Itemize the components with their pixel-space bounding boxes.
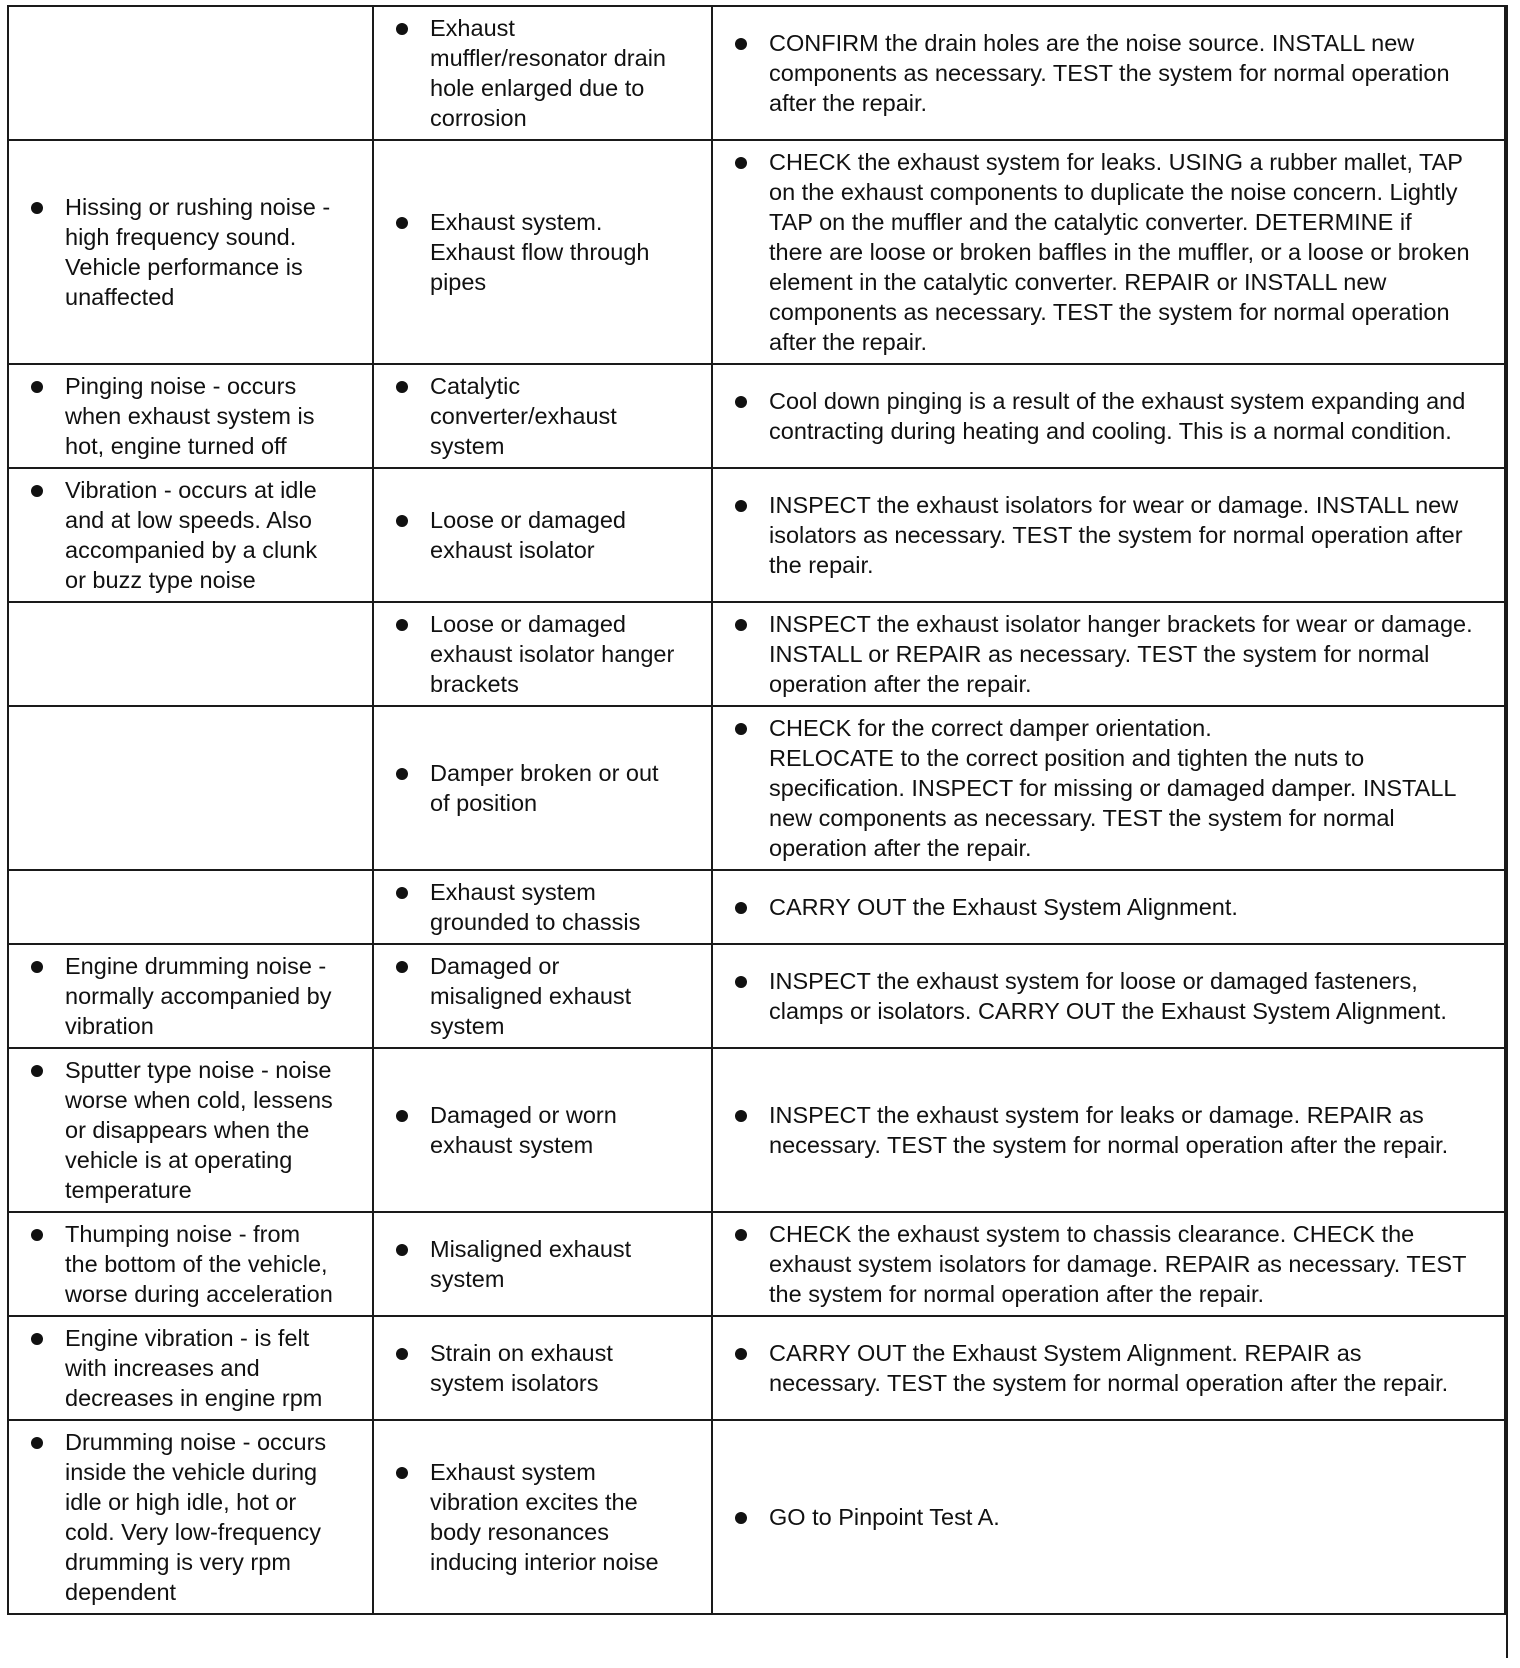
bullet-icon [735, 619, 747, 631]
table-right-edge [1506, 5, 1508, 1658]
action-text: INSPECT the exhaust isolators for wear or damage. INSTALL new isolators as necessary. TEST the system for normal operation after the repair. [769, 492, 1463, 578]
bullet-icon [735, 396, 747, 408]
bullet-icon [396, 619, 408, 631]
bullet-icon [396, 1110, 408, 1122]
symptom-text: Sputter type noise - noise worse when cold, lessens or disappears when the vehicle is at operating temperature [65, 1057, 333, 1203]
table-row [8, 1420, 1505, 1614]
source-cell [373, 1316, 712, 1420]
table-row [8, 140, 1505, 364]
bullet-icon [735, 1229, 747, 1241]
bullet-icon [396, 961, 408, 973]
bullet-icon [31, 1437, 43, 1449]
symptom-cell [8, 1420, 373, 1614]
source-cell [373, 1420, 712, 1614]
source-text: Misaligned exhaust system [430, 1236, 632, 1292]
symptom-text: Thumping noise - from the bottom of the vehicle, worse during acceleration [65, 1221, 333, 1307]
symptom-text: Engine vibration - is felt with increases and decreases in engine rpm [65, 1325, 323, 1411]
source-cell [373, 6, 712, 140]
action-cell [712, 870, 1505, 944]
bullet-icon [396, 1348, 408, 1360]
bullet-icon [735, 500, 747, 512]
source-cell [373, 706, 712, 870]
action-text: INSPECT the exhaust isolator hanger brackets for wear or damage. INSTALL or REPAIR as necessary. TEST the system for normal operation after the repair. [769, 611, 1473, 697]
bullet-icon [31, 1229, 43, 1241]
action-text: CHECK the exhaust system to chassis clearance. CHECK the exhaust system isolators for damage. REPAIR as necessary. TEST the system for normal operation after the repair. [769, 1221, 1467, 1307]
action-text: CARRY OUT the Exhaust System Alignment. REPAIR as necessary. TEST the system for normal operation after the repair. [769, 1340, 1449, 1396]
symptom-cell [8, 602, 373, 706]
action-text: CHECK the exhaust system for leaks. USING a rubber mallet, TAP on the exhaust components to duplicate the noise concern. Lightly TAP on the muffler and the catalytic converter. DETERMINE if there are loose or broken baffles in the muffler, or a loose or broken element in the catalytic converter. REPAIR or INSTALL new components as necessary. TEST the system for normal operation after the repair. [769, 149, 1470, 355]
action-text: CONFIRM the drain holes are the noise source. INSTALL new components as necessary. TEST the system for normal operation after the repair. [769, 30, 1450, 116]
bullet-icon [396, 768, 408, 780]
bullet-icon [735, 1348, 747, 1360]
source-text: Damaged or worn exhaust system [430, 1102, 617, 1158]
symptom-cell [8, 1212, 373, 1316]
symptom-cell [8, 1048, 373, 1212]
table-row [8, 468, 1505, 602]
bullet-icon [31, 202, 43, 214]
action-cell [712, 1048, 1505, 1212]
source-cell [373, 944, 712, 1048]
bullet-icon [735, 38, 747, 50]
source-text: Damper broken or out of position [430, 760, 659, 816]
symptom-cell [8, 706, 373, 870]
bullet-icon [396, 381, 408, 393]
symptom-text: Drumming noise - occurs inside the vehicle during idle or high idle, hot or cold. Very low-frequency drumming is very rpm dependent [65, 1429, 327, 1605]
symptom-text: Pinging noise - occurs when exhaust system is hot, engine turned off [65, 373, 315, 459]
symptom-text: Vibration - occurs at idle and at low speeds. Also accompanied by a clunk or buzz type noise [65, 477, 318, 593]
source-text: Strain on exhaust system isolators [430, 1340, 613, 1396]
bullet-icon [735, 157, 747, 169]
action-cell [712, 1316, 1505, 1420]
table-row [8, 706, 1505, 870]
bullet-icon [735, 1110, 747, 1122]
action-text: CARRY OUT the Exhaust System Alignment. [769, 894, 1238, 920]
symptom-cell [8, 6, 373, 140]
bullet-icon [396, 1244, 408, 1256]
action-cell [712, 706, 1505, 870]
table-row [8, 364, 1505, 468]
table-row [8, 1048, 1505, 1212]
source-text: Exhaust muffler/resonator drain hole enlarged due to corrosion [430, 15, 666, 131]
action-cell [712, 140, 1505, 364]
action-cell [712, 602, 1505, 706]
table-row [8, 6, 1505, 140]
action-text: INSPECT the exhaust system for loose or damaged fasteners, clamps or isolators. CARRY OUT the Exhaust System Alignment. [769, 968, 1447, 1024]
bullet-icon [735, 902, 747, 914]
source-cell [373, 870, 712, 944]
source-text: Exhaust system grounded to chassis [430, 879, 641, 935]
action-cell [712, 468, 1505, 602]
table-row [8, 602, 1505, 706]
symptom-text: Engine drumming noise - normally accompanied by vibration [65, 953, 332, 1039]
action-cell [712, 1212, 1505, 1316]
source-text: Exhaust system vibration excites the body resonances inducing interior noise [430, 1459, 659, 1575]
symptom-cell [8, 364, 373, 468]
symptom-text: Hissing or rushing noise - high frequency sound. Vehicle performance is unaffected [65, 194, 331, 310]
table-row [8, 870, 1505, 944]
source-text: Damaged or misaligned exhaust system [430, 953, 632, 1039]
bullet-icon [396, 515, 408, 527]
bullet-icon [31, 381, 43, 393]
table-row [8, 1316, 1505, 1420]
action-cell [712, 364, 1505, 468]
bullet-icon [396, 1467, 408, 1479]
source-cell [373, 364, 712, 468]
source-text: Catalytic converter/exhaust system [430, 373, 617, 459]
bullet-icon [396, 887, 408, 899]
action-text: INSPECT the exhaust system for leaks or damage. REPAIR as necessary. TEST the system for normal operation after the repair. [769, 1102, 1449, 1158]
action-cell [712, 944, 1505, 1048]
table-row [8, 1212, 1505, 1316]
bullet-icon [31, 961, 43, 973]
bullet-icon [396, 217, 408, 229]
source-text: Loose or damaged exhaust isolator hanger brackets [430, 611, 675, 697]
source-cell [373, 1048, 712, 1212]
bullet-icon [735, 976, 747, 988]
action-cell [712, 6, 1505, 140]
source-text: Loose or damaged exhaust isolator [430, 507, 626, 563]
source-cell [373, 602, 712, 706]
source-cell [373, 468, 712, 602]
symptom-chart-table [7, 5, 1506, 1615]
table-row [8, 944, 1505, 1048]
bullet-icon [396, 23, 408, 35]
symptom-cell [8, 468, 373, 602]
symptom-cell [8, 140, 373, 364]
source-cell [373, 1212, 712, 1316]
bullet-icon [31, 485, 43, 497]
bullet-icon [735, 723, 747, 735]
symptom-cell [8, 1316, 373, 1420]
action-text: GO to Pinpoint Test A. [769, 1504, 1000, 1530]
source-text: Exhaust system. Exhaust flow through pipes [430, 209, 650, 295]
action-text: Cool down pinging is a result of the exhaust system expanding and contracting during heating and cooling. This is a normal condition. [769, 388, 1466, 444]
bullet-icon [735, 1512, 747, 1524]
source-cell [373, 140, 712, 364]
symptom-cell [8, 944, 373, 1048]
action-text: CHECK for the correct damper orientation. RELOCATE to the correct position and tighten the nuts to specification. INSPECT for missing or damaged damper. INSTALL new components as necessary. TEST the system for normal operation after the repair. [769, 715, 1457, 861]
symptom-cell [8, 870, 373, 944]
action-cell [712, 1420, 1505, 1614]
bullet-icon [31, 1333, 43, 1345]
bullet-icon [31, 1065, 43, 1077]
